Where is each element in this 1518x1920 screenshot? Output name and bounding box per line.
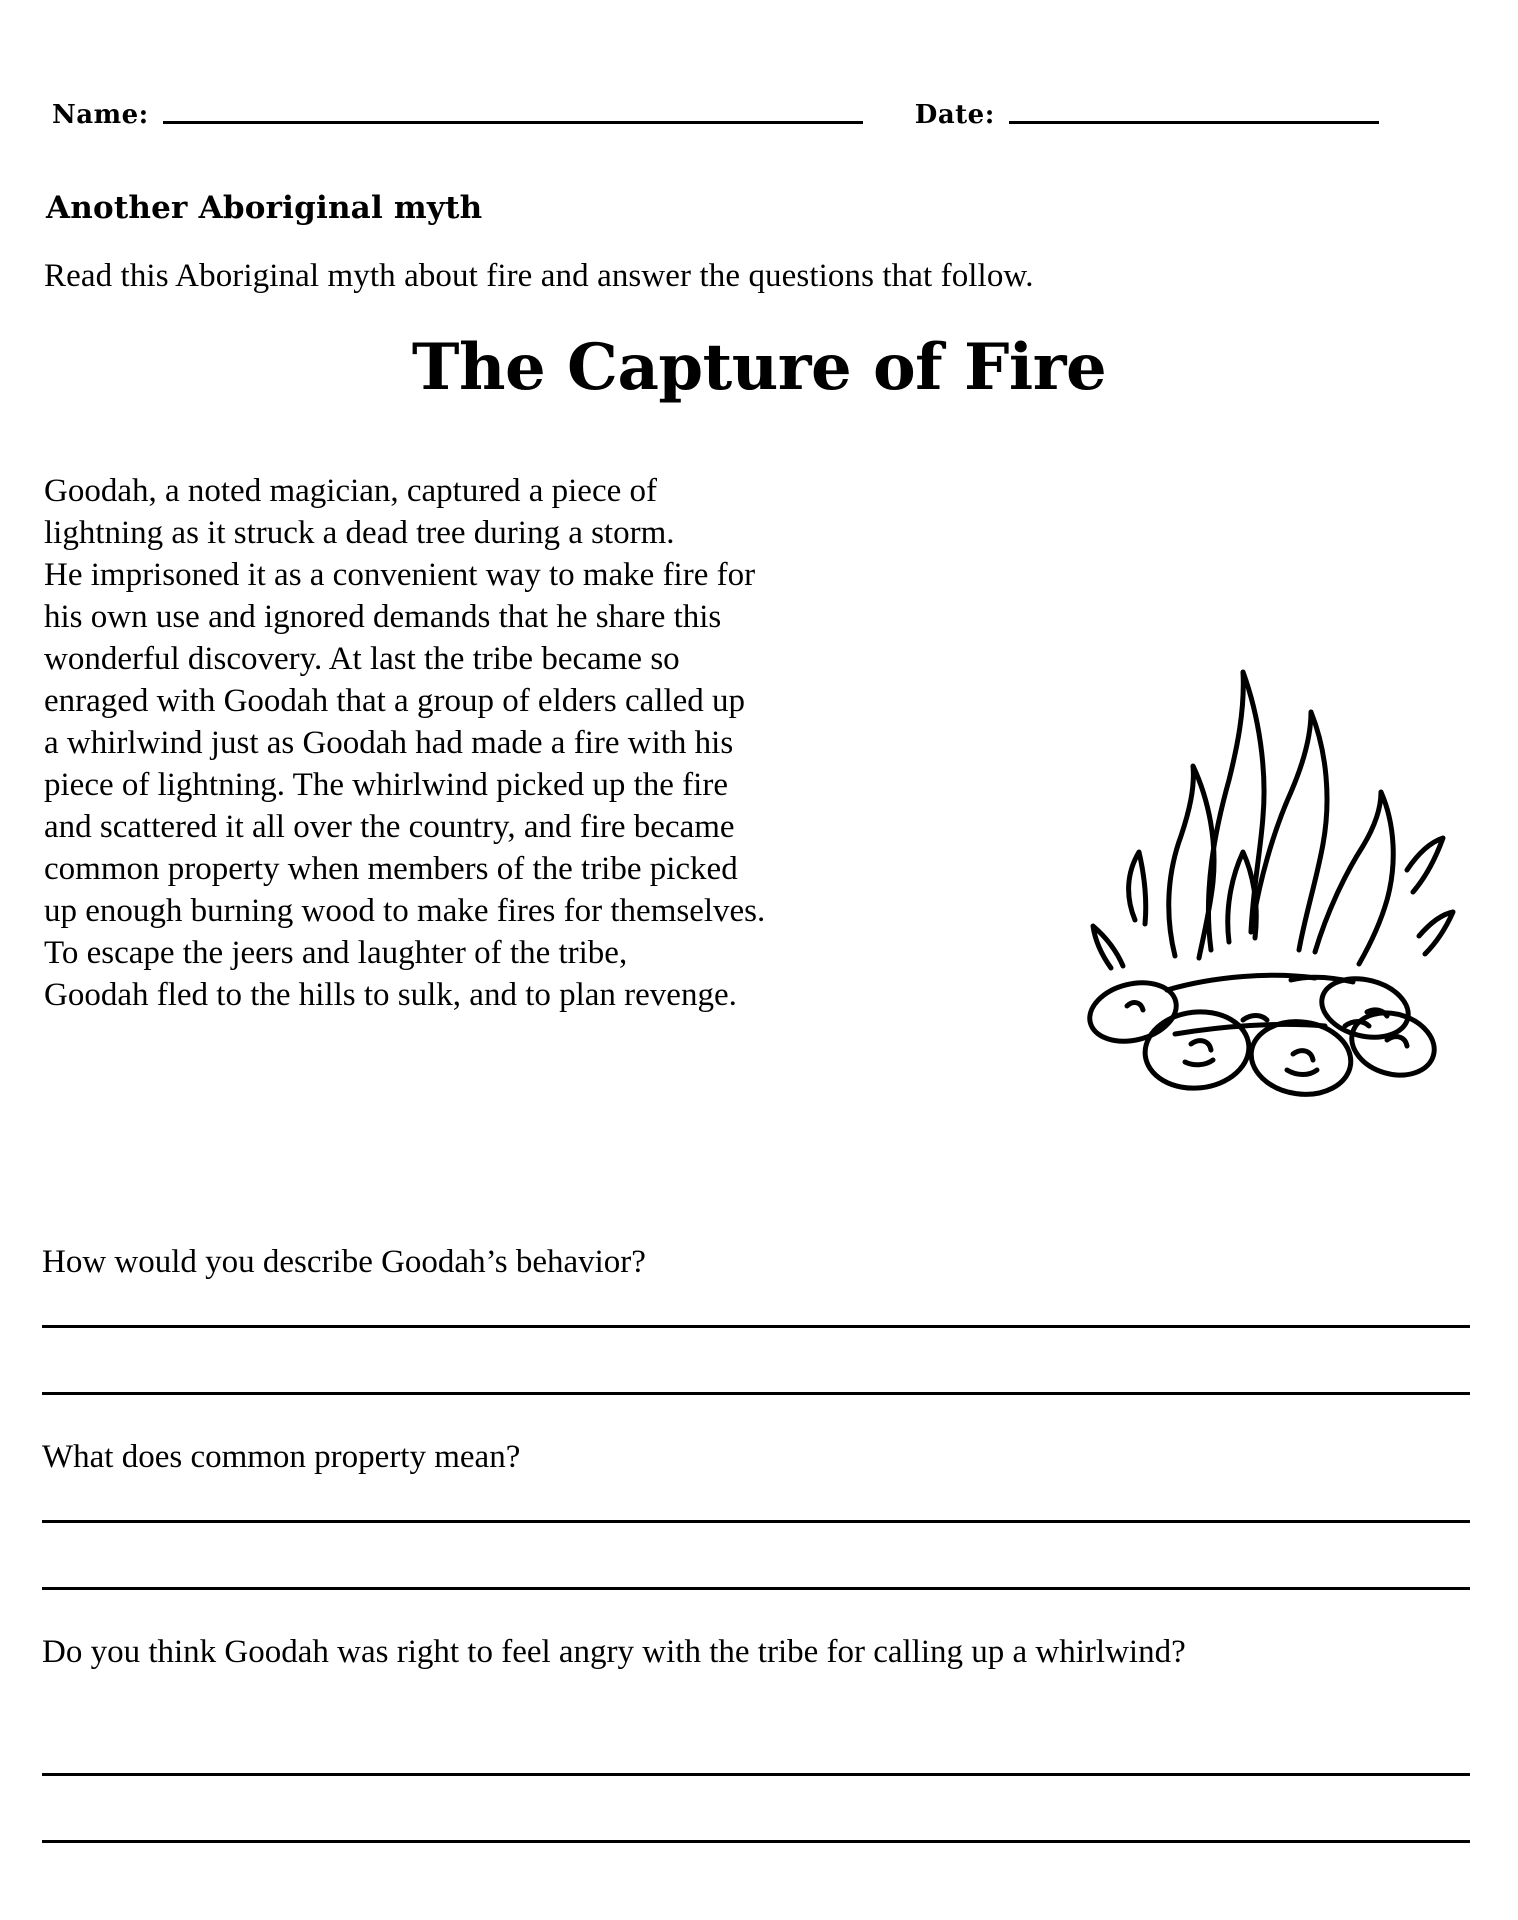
story-line: piece of lightning. The whirlwind picked up the fire [44, 767, 728, 803]
story-line: up enough burning wood to make fires for themselves. [44, 893, 766, 929]
story-line: He imprisoned it as a convenient way to make fire for [44, 557, 756, 593]
name-label: Name: [52, 100, 149, 130]
page-title: The Capture of Fire [411, 330, 1107, 405]
answer-line[interactable] [42, 1773, 1470, 1776]
story-line: wonderful discovery. At last the tribe became so [44, 641, 680, 677]
story-line: lightning as it struck a dead tree during a storm. [44, 515, 675, 551]
date-input-line[interactable] [1009, 121, 1379, 124]
campfire-icon [1015, 620, 1475, 1100]
question-2: What does common property mean? [42, 1439, 521, 1475]
answer-line[interactable] [42, 1520, 1470, 1523]
section-heading: Another Aboriginal myth [46, 190, 483, 226]
story-line: enraged with Goodah that a group of elders called up [44, 683, 746, 719]
story-line: and scattered it all over the country, and fire became [44, 809, 735, 845]
story-line: a whirlwind just as Goodah had made a fire with his [44, 725, 734, 761]
instructions-text: Read this Aboriginal myth about fire and answer the questions that follow. [44, 258, 1034, 294]
header-fields [52, 92, 1472, 132]
answer-line[interactable] [42, 1587, 1470, 1590]
question-3: Do you think Goodah was right to feel angry with the tribe for calling up a whirlwind? [42, 1634, 1186, 1670]
story-text [44, 470, 1084, 1016]
date-label: Date: [914, 100, 995, 130]
answer-line[interactable] [42, 1392, 1470, 1395]
story-line: Goodah, a noted magician, captured a piece of [44, 473, 657, 509]
answer-line[interactable] [42, 1840, 1470, 1843]
question-1: How would you describe Goodah’s behavior? [42, 1244, 646, 1280]
story-line: his own use and ignored demands that he share this [44, 599, 722, 635]
name-input-line[interactable] [163, 121, 863, 124]
story-line: common property when members of the tribe picked [44, 851, 738, 887]
answer-line[interactable] [42, 1325, 1470, 1328]
story-line: To escape the jeers and laughter of the tribe, [44, 935, 628, 971]
story-line: Goodah fled to the hills to sulk, and to plan revenge. [44, 977, 737, 1013]
